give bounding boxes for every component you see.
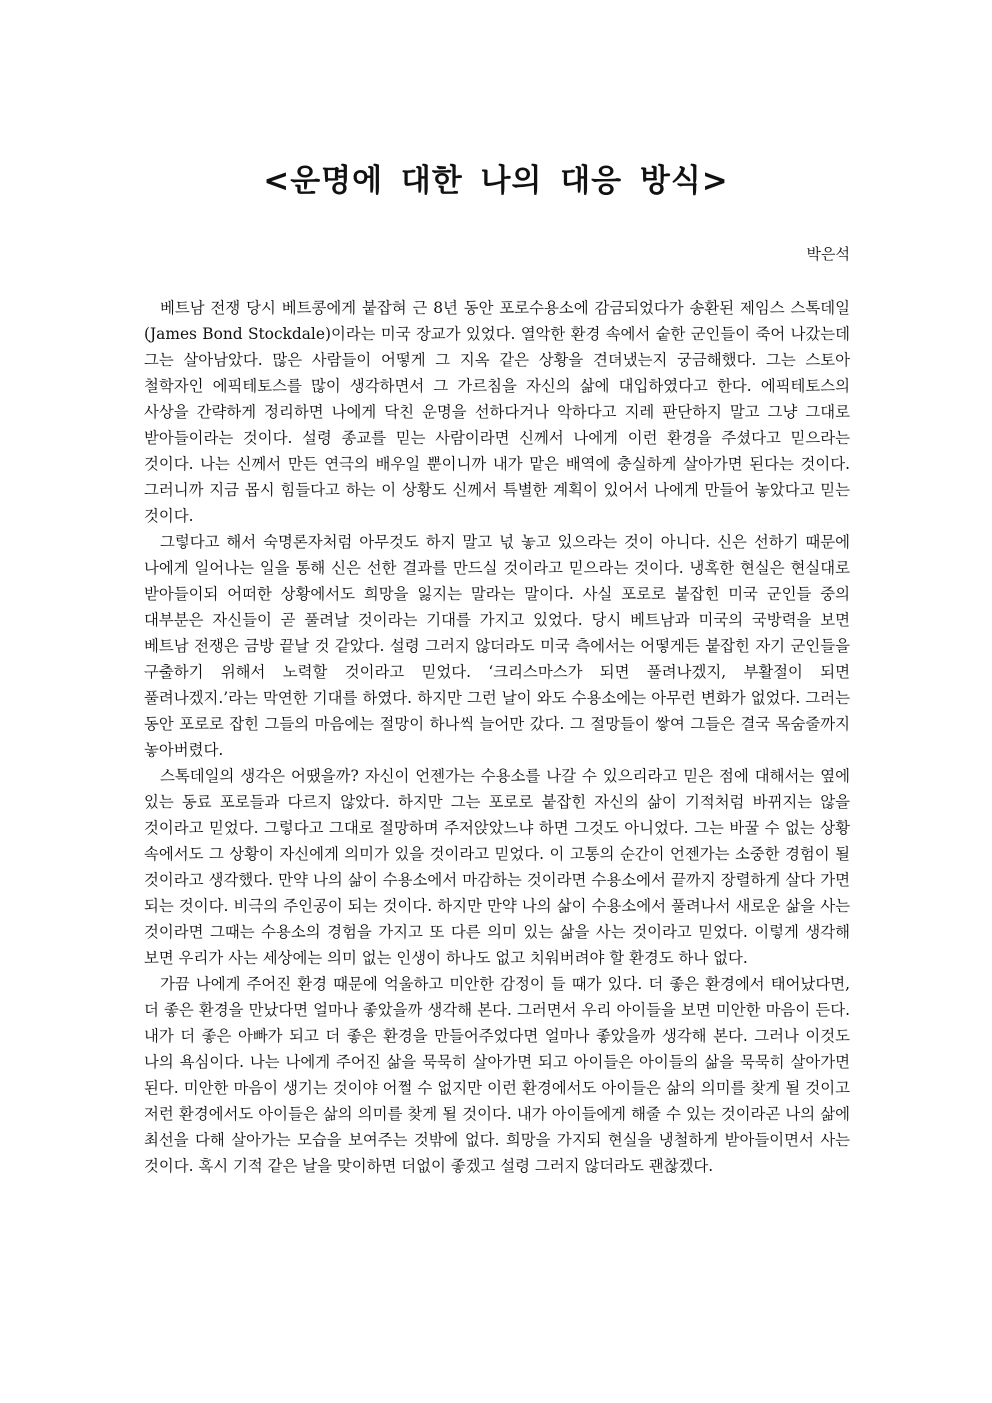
author-name: 박은석 (806, 245, 850, 263)
paragraph-4: 가끔 나에게 주어진 환경 때문에 억울하고 미안한 감정이 들 때가 있다. 더 좋은 환경에서 태어났다면, 더 좋은 환경을 만났다면 얼마나 좋았을까 생각해 본다. 그러면서 우리 아이들을 보면 미안한 마음이 든다. 내가 더 좋은 아빠가 되고 더 좋은 환경을 만들어주었다면 얼마나 좋았을까 생각해 본다. 그러나 이것도 나의 욕심이다. 나는 나에게 주어진 삶을 묵묵히 살아가면 되고 아이들은 아이들의 삶을 묵묵히 살아가면 된다. 미안한 마음이 생기는 것이야 어쩔 수 없지만 이런 환경에서도 아이들은 삶의 의미를 찾게 될 것이고 저런 환경에서도 아이들은 삶의 의미를 찾게 될 것이다. 내가 아이들에게 해줄 수 있는 것이라곤 나의 삶에 최선을 다해 살아가는 모습을 보여주는 것밖에 없다. 희망을 가지되 현실을 냉철하게 받아들이면서 사는 것이다. 혹시 기적 같은 날을 맞이하면 더없이 좋겠고 설령 그러지 않더라도 괜찮겠다. (144, 975, 850, 1175)
document-title: <운명에 대한 나의 대응 방식> (263, 163, 729, 199)
paragraph-1: 베트남 전쟁 당시 베트콩에게 붙잡혀 근 8년 동안 포로수용소에 감금되었다가 송환된 제임스 스톡데일(James Bond Stockdale)이라는 미국 장교가 있었다. 열악한 환경 속에서 숱한 군인들이 죽어 나갔는데 그는 살아남았다. 많은 사람들이 어떻게 그 지옥 같은 상황을 견뎌냈는지 궁금해했다. 그는 스토아 철학자인 에픽테토스를 많이 생각하면서 그 가르침을 자신의 삶에 대입하였다고 한다. 에픽테토스의 사상을 간략하게 정리하면 나에게 닥친 운명을 선하다거나 악하다고 지레 판단하지 말고 그냥 그대로 받아들이라는 것이다. 설령 종교를 믿는 사람이라면 신께서 나에게 이런 환경을 주셨다고 믿으라는 것이다. 나는 신께서 만든 연극의 배우일 뿐이니까 내가 맡은 배역에 충실하게 살아가면 된다는 것이다. 그러니까 지금 몹시 힘들다고 하는 이 상황도 신께서 특별한 계획이 있어서 나에게 만들어 놓았다고 믿는 것이다. (144, 299, 850, 525)
body-text (144, 295, 850, 1179)
paragraph-3: 스톡데일의 생각은 어땠을까? 자신이 언젠가는 수용소를 나갈 수 있으리라고 믿은 점에 대해서는 옆에 있는 동료 포로들과 다르지 않았다. 하지만 그는 포로로 붙잡힌 자신의 삶이 기적처럼 바뀌지는 않을 것이라고 믿었다. 그렇다고 그대로 절망하며 주저앉았느냐 하면 그것도 아니었다. 그는 바꿀 수 없는 상황 속에서도 그 상황이 자신에게 의미가 있을 것이라고 믿었다. 이 고통의 순간이 언젠가는 소중한 경험이 될 것이라고 생각했다. 만약 나의 삶이 수용소에서 마감하는 것이라면 수용소에서 끝까지 장렬하게 살다 가면 되는 것이다. 비극의 주인공이 되는 것이다. 하지만 만약 나의 삶이 수용소에서 풀려나서 새로운 삶을 사는 것이라면 그때는 수용소의 경험을 가지고 또 다른 의미 있는 삶을 사는 것이라고 믿었다. 이렇게 생각해 보면 우리가 사는 세상에는 의미 없는 인생이 하나도 없고 치워버려야 할 환경도 하나 없다. (144, 767, 850, 967)
paragraph-2: 그렇다고 해서 숙명론자처럼 아무것도 하지 말고 넋 놓고 있으라는 것이 아니다. 신은 선하기 때문에 나에게 일어나는 일을 통해 신은 선한 결과를 만드실 것이라고 믿으라는 것이다. 냉혹한 현실은 현실대로 받아들이되 어떠한 상황에서도 희망을 잃지는 말라는 말이다. 사실 포로로 붙잡힌 미국 군인들 중의 대부분은 자신들이 곧 풀려날 것이라는 기대를 가지고 있었다. 당시 베트남과 미국의 국방력을 보면 베트남 전쟁은 금방 끝날 것 같았다. 설령 그러지 않더라도 미국 측에서는 어떻게든 붙잡힌 자기 군인들을 구출하기 위해서 노력할 것이라고 믿었다. ‘크리스마스가 되면 풀려나겠지, 부활절이 되면 풀려나겠지.’라는 막연한 기대를 하였다. 하지만 그런 날이 와도 수용소에는 아무런 변화가 없었다. 그러는 동안 포로로 잡힌 그들의 마음에는 절망이 하나씩 늘어만 갔다. 그 절망들이 쌓여 그들은 결국 목숨줄까지 놓아버렸다. (144, 533, 851, 759)
